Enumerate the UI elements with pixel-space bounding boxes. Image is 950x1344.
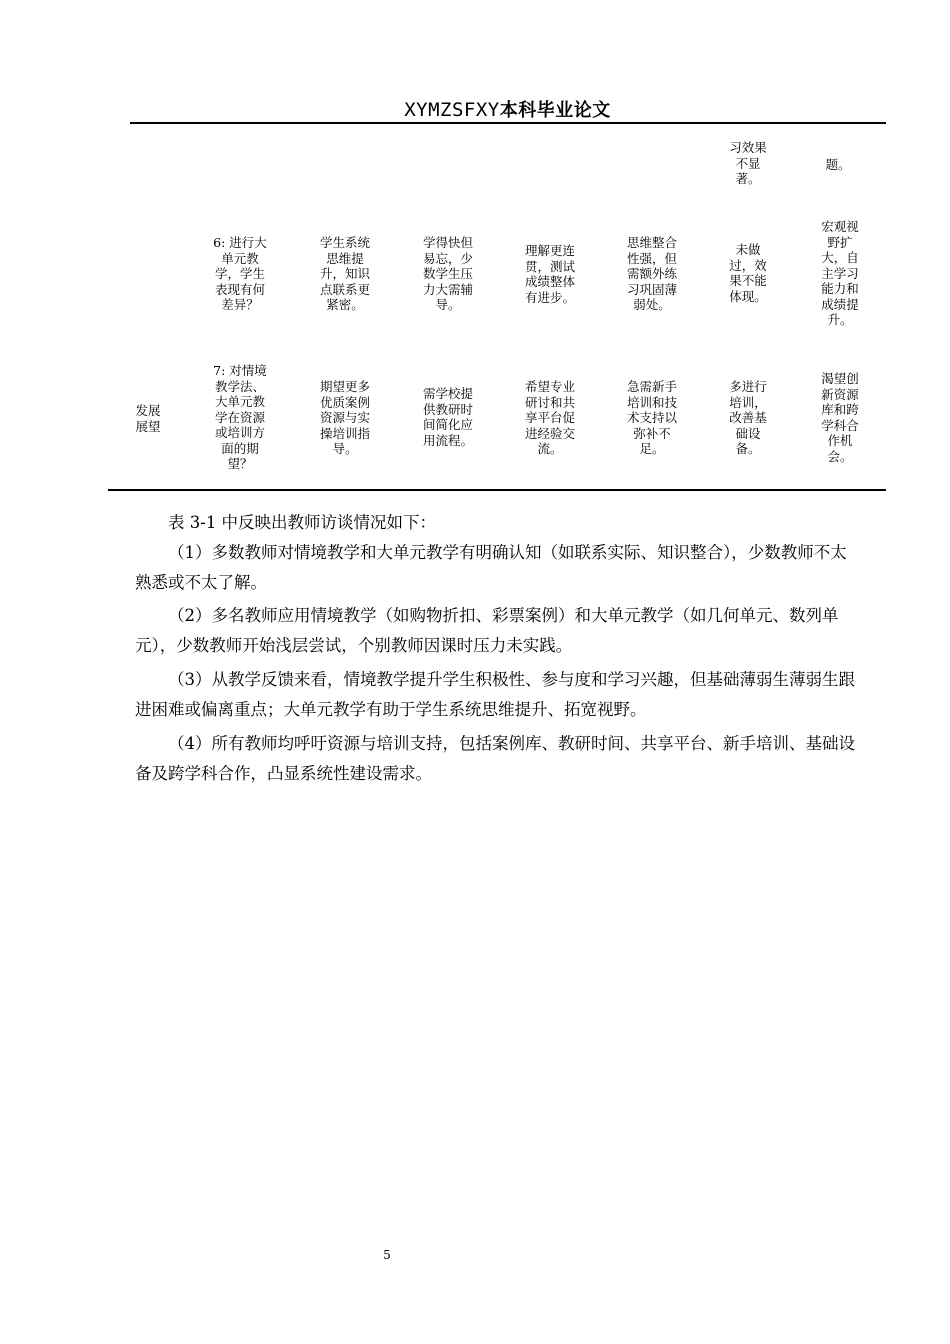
table-cell-row7-teacher6: 渴望创 新资源 库和跨 学科合 作机 会。 (821, 371, 859, 464)
table-cell-row7-teacher5: 多进行 培训， 改善基 础设 备。 (729, 379, 767, 456)
body-paragraph-4: （4）所有教师均呼吁资源与培训支持，包括案例库、教研时间、共享平台、新手培训、基础设备及跨学科合作，凸显系统性建设需求。 (135, 734, 855, 783)
header-rule (130, 122, 886, 124)
page-header (130, 96, 885, 122)
table-cell-row7-teacher3: 希望专业 研讨和共 享平台促 进经验交 流。 (524, 379, 575, 456)
table-cell-row6-question: 6: 进行大 单元教 学，学生 表现有何 差异？ (213, 235, 267, 312)
table-cell-row6-teacher1: 学生系统 思维提 升，知识 点联系更 紧密。 (319, 235, 370, 312)
header-title-latin: XYMZSFXY (404, 99, 500, 121)
table-cell-row6-teacher4: 思维整合 性强，但 需额外练 习巩固薄 弱处。 (626, 235, 677, 312)
table-cell-row7-question: 7: 对情境 教学法、 大单元教 学在资源 或培训方 面的期 望？ (213, 363, 267, 471)
table-cell-row6-teacher2: 学得快但 易忘，少 数学生压 力大需辅 导。 (422, 235, 473, 312)
table-cell-row6-teacher6: 宏观视 野扩 大，自 主学习 能力和 成绩提 升。 (821, 219, 859, 327)
body-paragraph-3: （3）从教学反馈来看，情境教学提升学生积极性、参与度和学习兴趣，但基础薄弱生薄弱生跟进困难或偏离重点；大单元教学有助于学生系统思维提升、拓宽视野。 (135, 670, 855, 719)
table-cell-row5-col6: 习效果 不显 著。 (729, 140, 767, 186)
table-cell-row6-teacher3: 理解更连 贯，测试 成绩整体 有进步。 (524, 243, 575, 305)
table-cell-row5-col7: 题。 (825, 157, 851, 172)
table-cell-row7-teacher2: 需学校提 供教研时 间简化应 用流程。 (422, 386, 473, 448)
page-number: 5 (383, 1248, 391, 1262)
table-bottom-rule (108, 489, 886, 491)
table-cell-row7-category: 发展 展望 (135, 403, 161, 434)
body-paragraph-1: （1）多数教师对情境教学和大单元教学有明确认知（如联系实际、知识整合），少数教师不太熟悉或不太了解。 (135, 543, 847, 592)
body-intro: 表 3-1 中反映出教师访谈情况如下： (168, 513, 437, 532)
table-cell-row6-teacher5: 未做 过，效 果不能 体现。 (729, 242, 767, 304)
body-paragraph-2: （2）多名教师应用情境教学（如购物折扣、彩票案例）和大单元教学（如几何单元、数列单元），少数教师开始浅层尝试，个别教师因课时压力未实践。 (135, 606, 839, 655)
table-cell-row7-teacher4: 急需新手 培训和技 术支持以 弥补不 足。 (626, 379, 677, 456)
table-cell-row7-teacher1: 期望更多 优质案例 资源与实 操培训指 导。 (319, 379, 370, 456)
header-title-cn: 本科毕业论文 (499, 100, 611, 121)
